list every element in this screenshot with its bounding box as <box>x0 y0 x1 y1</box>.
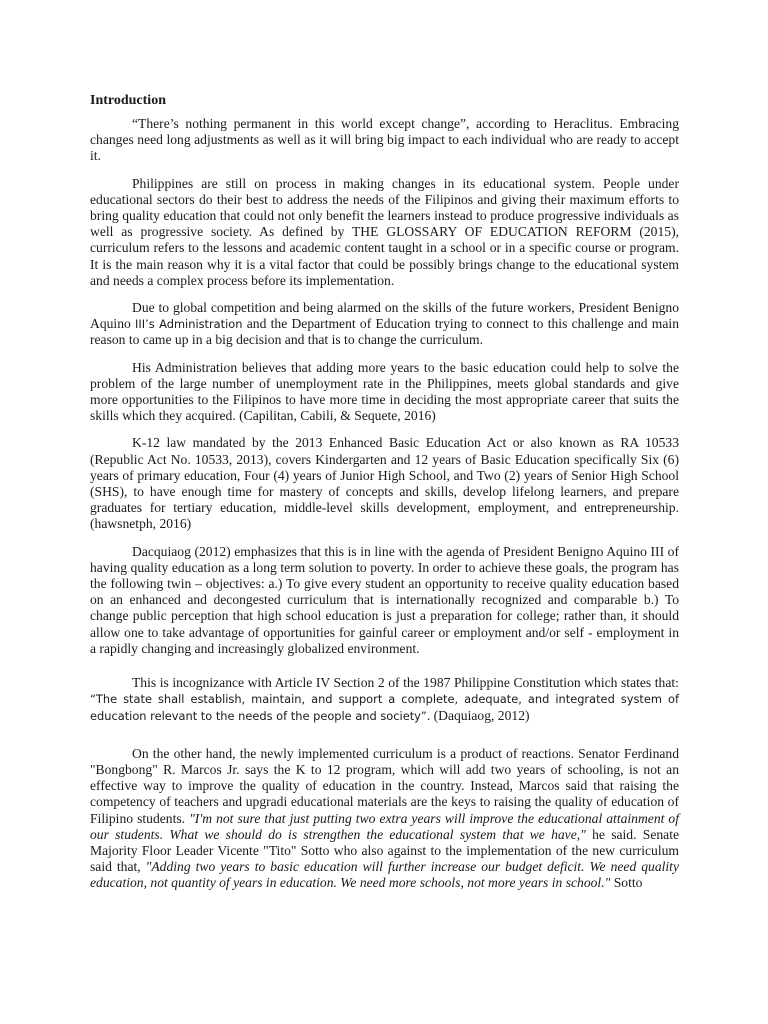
citation-text: . (Daquiaog, 2012) <box>426 707 530 723</box>
paragraph-heraclitus <box>90 116 679 165</box>
paragraph-global-competition <box>90 300 679 349</box>
paragraph-text: Sotto <box>610 875 643 891</box>
section-heading: Introduction <box>90 93 166 108</box>
paragraph-text: This is incognizance with Article IV Section 2 of the 1987 Philippine Constitution which states that <box>132 675 676 691</box>
paragraph-text: On the other hand, the newly implemented curriculum is a product of reactions. Senator Ferdinand "Bongbong" R. Marcos Jr. says the K to 12 program, which will add two years of schooling, is not an effective way to improve the quality of education in the country. Instead, Marcos said that raising the competency of teachers and upgradi educational materials are the keys to raising the quality of education of Filipino students. <box>90 745 679 826</box>
paragraph-text: Due to global competition and being alarmed on the skills of the future workers, President Benigno Aquino <box>90 300 679 332</box>
heraclitus-quote: “There’s nothing permanent in this world except change” <box>132 116 467 131</box>
document-page <box>90 92 679 903</box>
paragraph-text: and the Department of Education trying to connect to this challenge and main reason to came up in a big decision and that is to change the curriculum. <box>90 316 679 348</box>
paragraph-reactions <box>90 746 679 892</box>
paragraph-curriculum-definition: Philippines are still on process in making changes in its educational system. People under educational sectors do their best to address the needs of the Filipinos and giving their maximum efforts to bring quality education that could not only benefit the learners instead to produce progressive individuals as well as progressive society. As defined by THE GLOSSARY OF EDUCATION REFORM (2015), curriculum refers to the lessons and academic content taught in a school or in a specific course or program. It is the main reason why it is a vital factor that could be possibly brings change to the educational system and needs a complex process before its implementation. <box>90 175 679 288</box>
paragraph-text: , according to Heraclitus. Embracing changes need long adjustments as well as it will bring big impact to each individual who are ready to accept it. <box>90 116 679 164</box>
marcos-quote: "I'm not sure that just putting two extra years will improve the educational attainment of our students. What we should do is strengthen the educational system that we have," <box>90 810 680 842</box>
paragraph-constitution <box>90 675 679 724</box>
paragraph-dacquiaog: Dacquiaog (2012) emphasizes that this is in line with the agenda of President Benigno Aquino III of having quality education as a long term solution to poverty. In order to achieve these goals, the program has the following twin – objectives: a.) To give every student an opportunity to receive quality education based on an enhanced and decongested curriculum that is internationally recognized and comparable b.) To change public perception that high school education is just a preparation for college; rather than, it should allow one to take advantage of opportunities for gainful career or employment and/or self - employment in a rapidly changing and increasingly globalized environment. <box>90 543 679 656</box>
constitution-quote: : “The state shall establish, maintain, and support a complete, adequate, and integrated system of education relevant to the needs of the people and society” <box>90 676 679 723</box>
sotto-quote: "Adding two years to basic education will further increase our budget deficit. We need quality education, not quantity of years in education. We need more schools, not more years in school." <box>90 859 679 891</box>
paragraph-k12-law: K-12 law mandated by the 2013 Enhanced Basic Education Act or also known as RA 10533 (Republic Act No. 10533, 2013), covers Kindergarten and 12 years of Basic Education specifically Six (6) years of primary education, Four (4) years of Junior High School, and Two (2) years of Senior High School (SHS), to have enough time for mastery of concepts and skills, develop lifelong learners, and prepare graduates for tertiary education, middle-level skills development, employment, and entrepreneurship. (hawsnetph, 2016) <box>90 435 679 532</box>
paragraph-administration-beliefs: His Administration believes that adding more years to the basic education could help to solve the problem of the large number of unemployment rate in the Philippines, meets global standards and give more opportunities to the Filipinos to have more time in deciding the most appropriate career that suits the skills which they acquired. (Capilitan, Cabili, & Sequete, 2016) <box>90 359 679 424</box>
administration-text: III’s Administration <box>135 317 243 332</box>
paragraph-text: he said. Senate Majority Floor Leader Vicente "Tito" Sotto who also against to the implementation of the new curriculum said that, <box>90 826 679 875</box>
